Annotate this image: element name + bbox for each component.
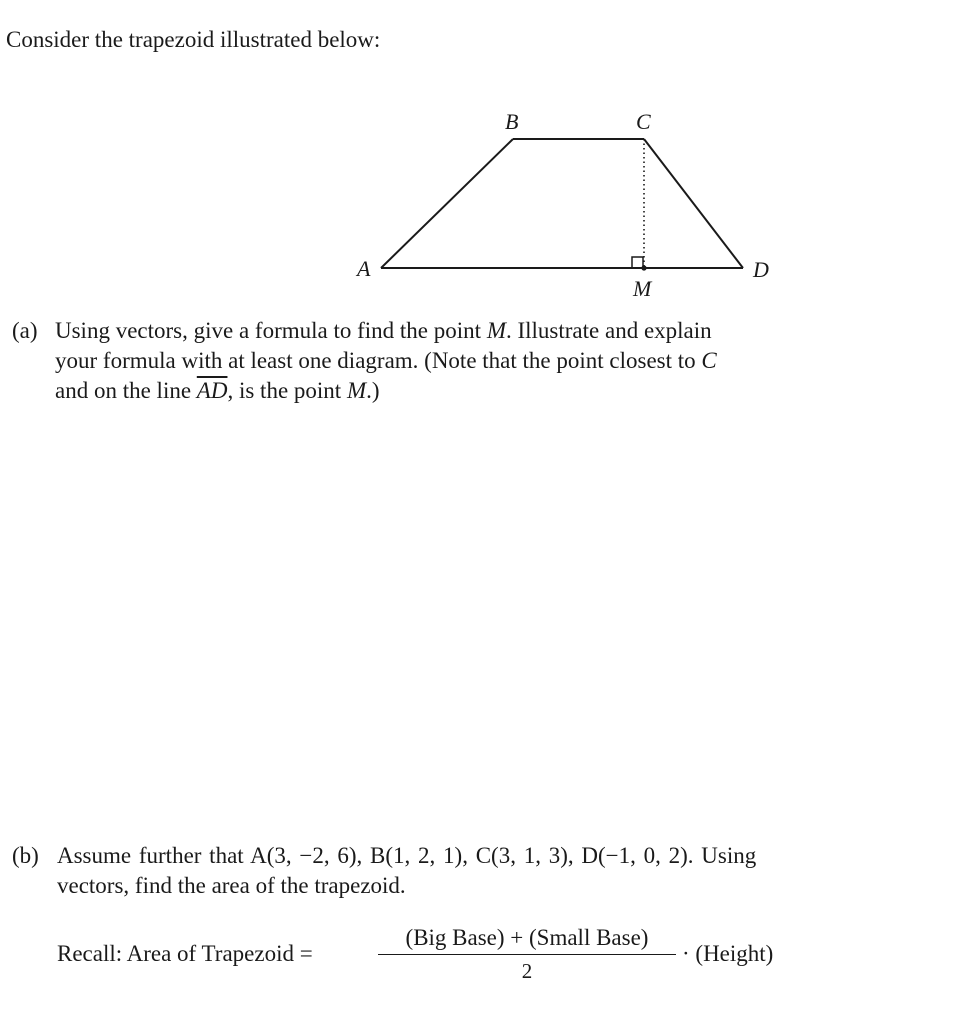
label-m: M xyxy=(633,276,652,301)
part-b-marker: (b) xyxy=(12,843,39,868)
part-a-line-1-post: . Illustrate and explain xyxy=(505,318,712,343)
part-a-marker: (a) xyxy=(12,318,38,343)
part-a-line-3-pre: and on the line xyxy=(55,378,197,403)
part-a-line-3-post: .) xyxy=(366,378,380,403)
side-cd xyxy=(644,139,743,268)
part-b-line-1: Assume further that A(3, −2, 6), B(1, 2, 1), C(3, 1, 3), D(−1, 0, 2). Using xyxy=(57,843,757,868)
part-a-line-3-mid: , is the point xyxy=(227,378,347,403)
part-b-line-2: vectors, find the area of the trapezoid. xyxy=(57,873,406,898)
segment-ad: $\overline{AD}$ xyxy=(196,378,228,403)
var-m: M xyxy=(486,318,506,343)
height-term: · (Height) xyxy=(682,941,774,966)
fraction-denominator: 2 xyxy=(521,959,533,983)
label-d: D xyxy=(753,257,769,282)
side-ab xyxy=(381,139,513,268)
label-a: A xyxy=(357,256,371,281)
trapezoid-figure xyxy=(0,0,966,310)
part-a-line-1 xyxy=(55,316,712,346)
var-m-2: M xyxy=(346,378,367,403)
fraction-bar xyxy=(378,954,676,955)
part-a-line-2 xyxy=(55,346,717,376)
part-a-line-1-pre: Using vectors, give a formula to find the point xyxy=(55,318,487,343)
right-angle-marker xyxy=(632,257,643,268)
part-a-line-3 xyxy=(55,376,380,406)
point-m-dot xyxy=(641,265,646,270)
area-fraction xyxy=(378,924,676,983)
label-b: B xyxy=(505,109,519,134)
intro-text: Consider the trapezoid illustrated below: xyxy=(6,27,381,52)
part-a-line-2-pre: your formula with at least one diagram. (Note that the point closest to xyxy=(55,348,702,373)
var-c: C xyxy=(701,348,717,373)
recall-label: Recall: Area of Trapezoid = xyxy=(57,941,313,966)
fraction-numerator: (Big Base) + (Small Base) xyxy=(405,925,649,950)
label-c: C xyxy=(636,109,651,134)
